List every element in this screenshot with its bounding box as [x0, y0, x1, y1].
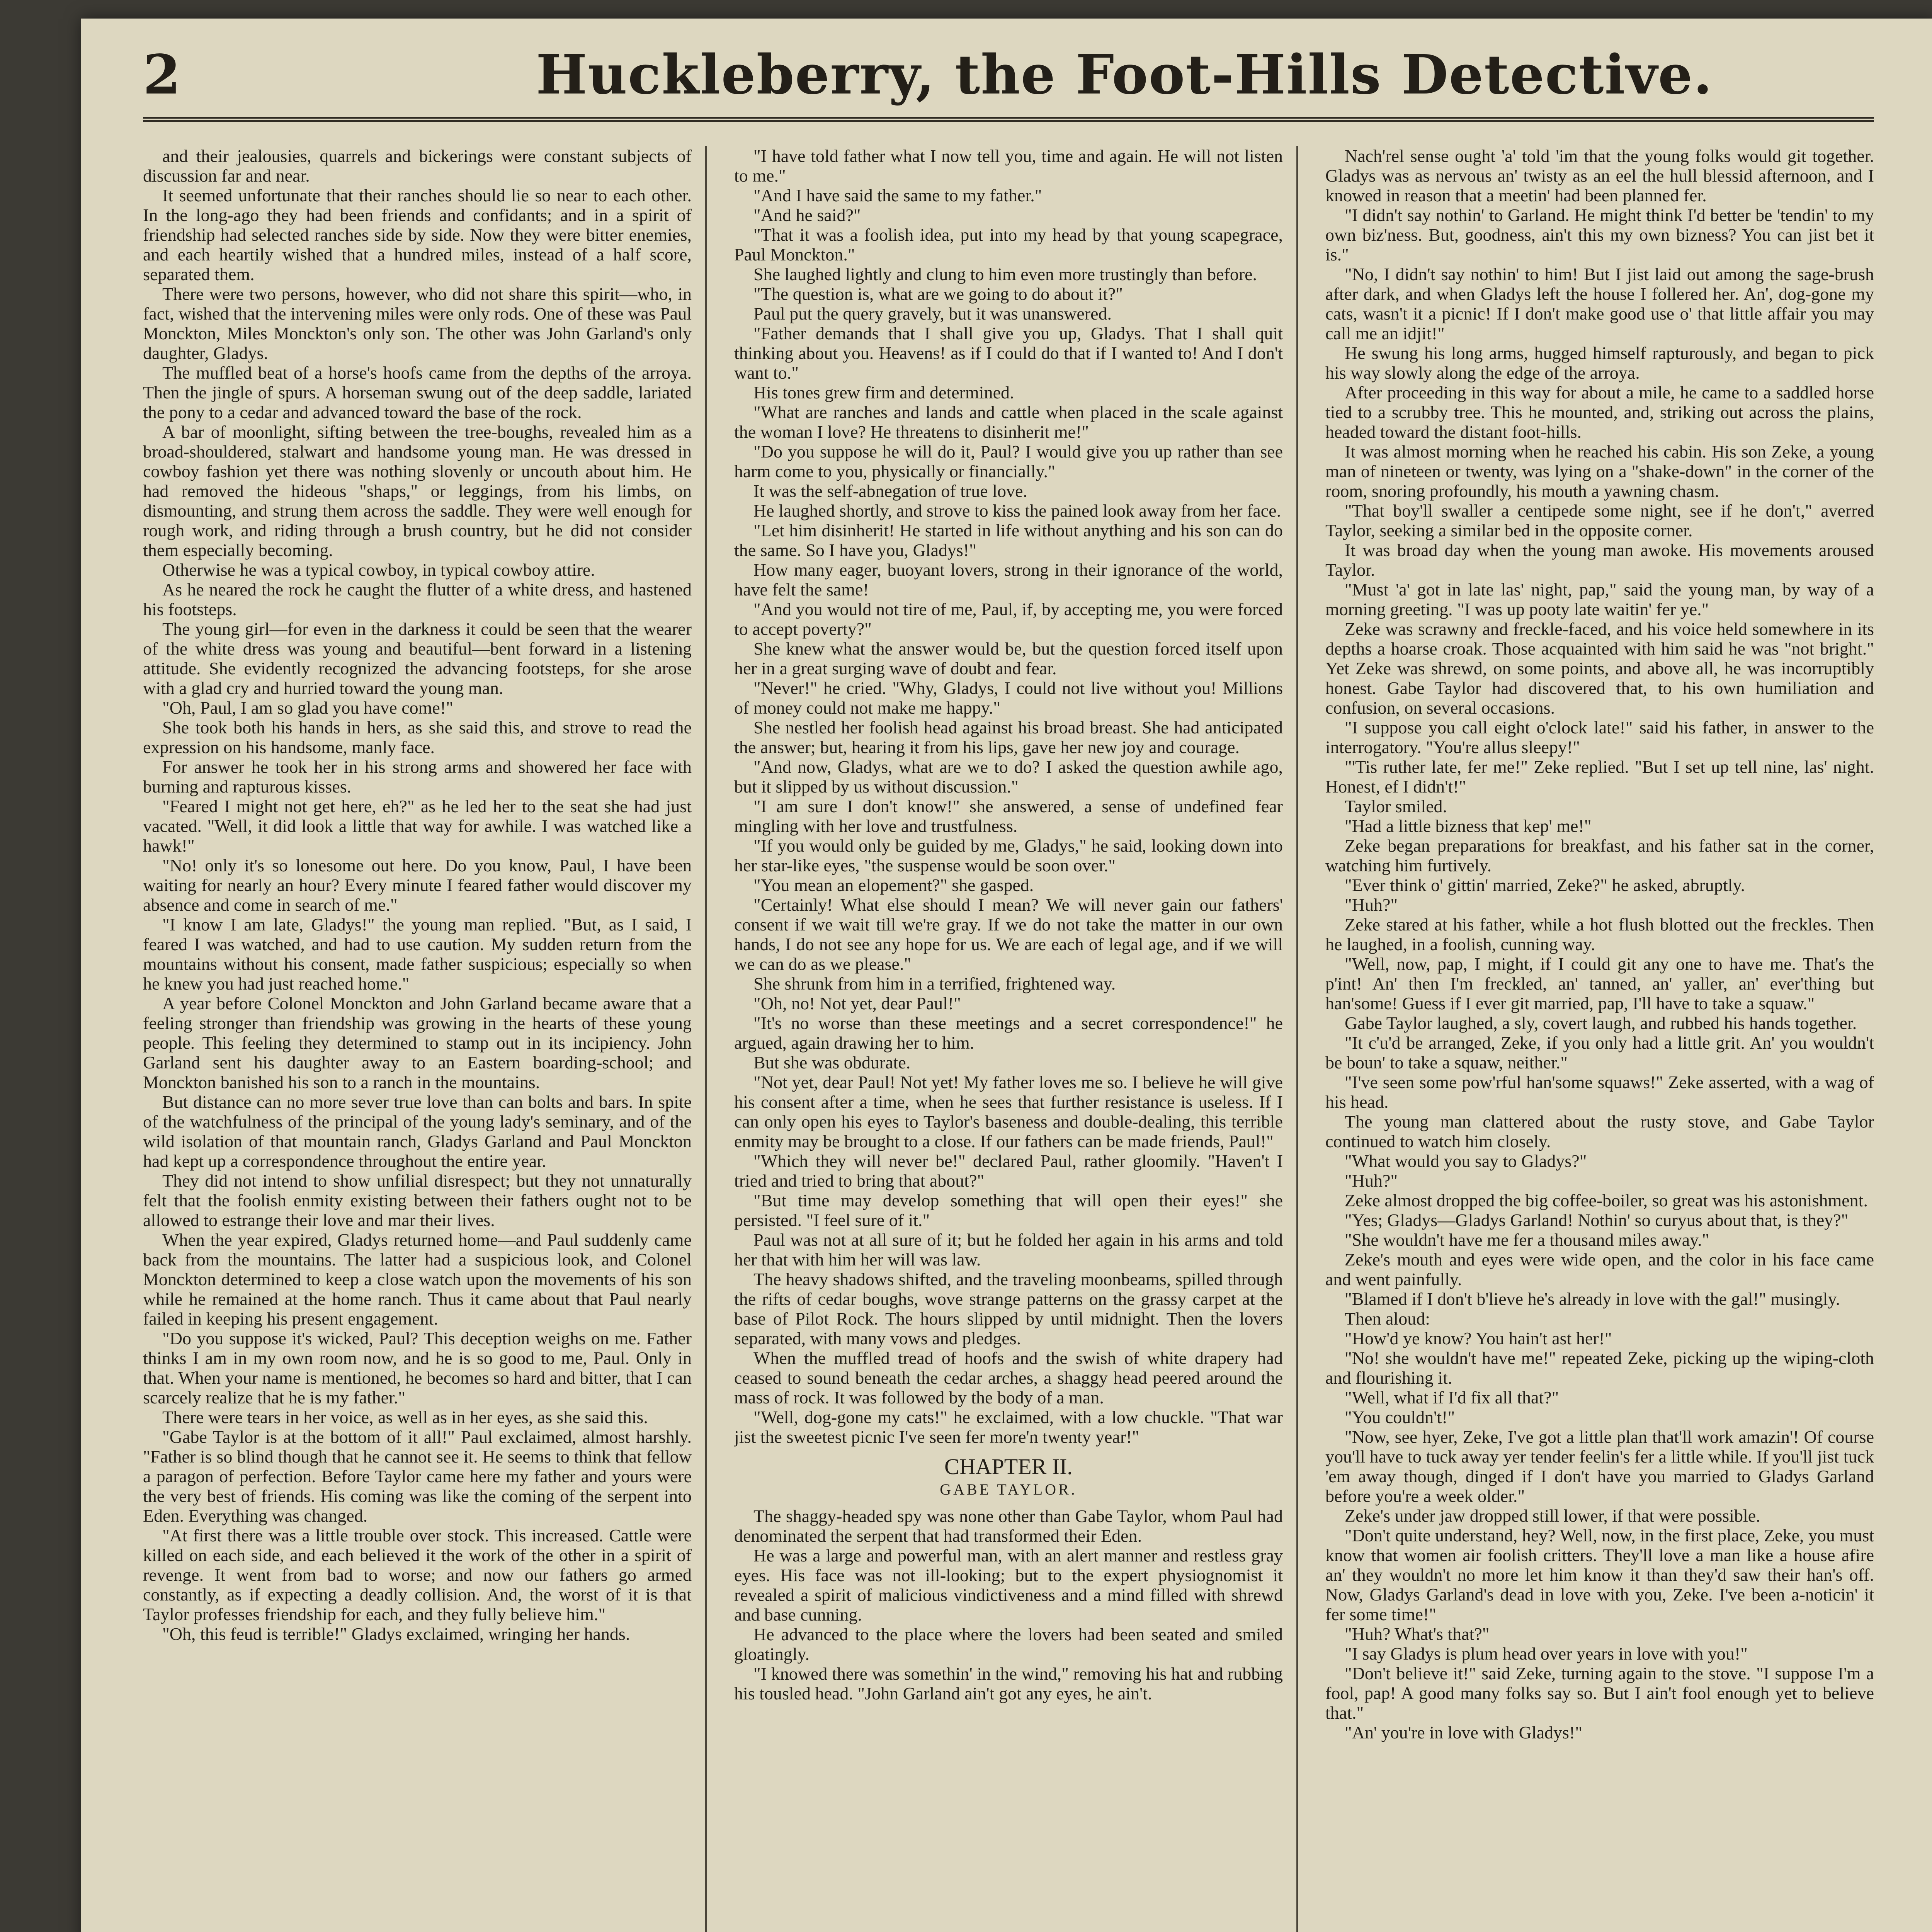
chapter-subtitle: GABE TAYLOR.: [940, 1481, 1077, 1498]
newspaper-page: [81, 19, 1932, 1932]
paragraph: How many eager, buoyant lovers, strong in their ignorance of the world, have felt the same!: [734, 560, 1283, 599]
paragraph: "Oh, this feud is terrible!" Gladys exclaimed, wringing her hands.: [162, 1624, 630, 1644]
paragraph: "That boy'll swaller a centipede some night, see if he don't," averred Taylor, seeking a similar bed in the opposite corner.: [1325, 501, 1874, 540]
paragraph: The young girl—for even in the darkness it could be seen that the wearer of the white dress was young and beautiful—bent forward in a listening attitude. She evidently recognized the advancing footsteps, for she arose with a glad cry and hurried toward the young man.: [143, 619, 692, 698]
paragraph: "Don't believe it!" said Zeke, turning again to the stove. "I suppose I'm a fool, pap! A good many folks say so. But I ain't fool enough yet to believe that.": [1325, 1663, 1874, 1723]
paragraph: "I knowed there was somethin' in the wind," removing his hat and rubbing his tousled head. "John Garland ain't got any eyes, he ain't.: [734, 1664, 1283, 1703]
paragraph: "Never!" he cried. "Why, Gladys, I could not live without you! Millions of money could not make me happy.": [734, 678, 1283, 718]
paragraph: "Which they will never be!" declared Paul, rather gloomily. "Haven't I tried and tried to bring that about?": [734, 1151, 1283, 1190]
paragraph: When the muffled tread of hoofs and the swish of white drapery had ceased to sound beneath the cedar arches, a shaggy head peered around the mass of rock. It was followed by the body of a man.: [734, 1348, 1283, 1407]
paragraph: "You mean an elopement?" she gasped.: [753, 875, 1034, 895]
paragraph: "Yes; Gladys—Gladys Garland! Nothin' so curyus about that, is they?": [1345, 1210, 1849, 1230]
paragraph: Taylor smiled.: [1345, 796, 1447, 816]
paragraph: When the year expired, Gladys returned home—and Paul suddenly came back from the mountains. The latter had a suspicious look, and Colonel Monckton determined to keep a close watch upon the movements of his son while he remained at the home ranch. Thus it came about that Paul nearly failed in keeping his present engagement.: [143, 1230, 692, 1328]
paragraph: "What are ranches and lands and cattle when placed in the scale against the woman I love? He threatens to disinherit me!": [734, 402, 1283, 442]
paragraph: "I am sure I don't know!" she answered, a sense of undefined fear mingling with her love and trustfulness.: [734, 796, 1283, 836]
paragraph: "Ever think o' gittin' married, Zeke?" he asked, abruptly.: [1345, 875, 1745, 895]
paragraph: "I say Gladys is plum head over years in love with you!": [1345, 1644, 1748, 1663]
paragraph: "The question is, what are we going to do about it?": [753, 284, 1123, 304]
page-header: [143, 43, 1874, 122]
paragraph: She shrunk from him in a terrified, frightened way.: [753, 974, 1116, 993]
paragraph: and their jealousies, quarrels and bickerings were constant subjects of discussion far and near.: [143, 146, 692, 185]
paragraph: "But time may develop something that will open their eyes!" she persisted. "I feel sure of it.": [734, 1190, 1283, 1230]
paragraph: For answer he took her in his strong arms and showered her face with burning and rapturous kisses.: [143, 757, 692, 796]
paragraph: Zeke's under jaw dropped still lower, if that were possible.: [1345, 1506, 1760, 1526]
paragraph: The heavy shadows shifted, and the traveling moonbeams, spilled through the rifts of cedar boughs, wove strange patterns on the grassy carpet at the base of Pilot Rock. The hours slipped by until midnight. Then the lovers separated, with many vows and pledges.: [734, 1269, 1283, 1348]
paragraph: Zeke almost dropped the big coffee-boiler, so great was his astonishment.: [1345, 1190, 1868, 1210]
paragraph: She knew what the answer would be, but the question forced itself upon her in a great surging wave of doubt and fear.: [734, 639, 1283, 678]
page-title: Huckleberry, the Foot-Hills Detective.: [536, 43, 1713, 107]
paragraph: Paul was not at all sure of it; but he folded her again in his arms and told her that with him her will was law.: [734, 1230, 1283, 1269]
paragraph: They did not intend to show unfilial disrespect; but they not unnaturally felt that the foolish enmity existing between their fathers ought not to be allowed to estrange their love and mar their lives.: [143, 1171, 692, 1230]
paragraph: "Father demands that I shall give you up, Gladys. That I shall quit thinking about you. Heavens! as if I could do that if I wanted to! And I don't want to.": [734, 323, 1283, 383]
paragraph: "What would you say to Gladys?": [1345, 1151, 1587, 1171]
paragraph: "How'd ye know? You hain't ast her!": [1345, 1328, 1612, 1348]
paragraph: "That it was a foolish idea, put into my head by that young scapegrace, Paul Monckton.": [734, 225, 1283, 264]
paragraph: Zeke stared at his father, while a hot flush blotted out the freckles. Then he laughed, in a foolish, cunning way.: [1325, 915, 1874, 954]
paragraph: Zeke began preparations for breakfast, and his father sat in the corner, watching him furtively.: [1325, 836, 1874, 875]
paragraph: "And he said?": [753, 205, 861, 225]
paragraph: He was a large and powerful man, with an alert manner and restless gray eyes. His face was not ill-looking; but to the expert physiognomist it revealed a spirit of malicious vindictiveness and a mind filled with shrewd and base cunning.: [734, 1546, 1283, 1624]
paragraph: "I know I am late, Gladys!" the young man replied. "But, as I said, I feared I was watched, and had to use caution. My sudden return from the mountains without his consent, made father suspicious; especially so when he knew you had just reached home.": [143, 915, 692, 993]
paragraph: "Feared I might not get here, eh?" as he led her to the seat she had just vacated. "Well, it did look a little that way for awhile. I was watched like a hawk!": [143, 796, 692, 855]
paragraph: Paul put the query gravely, but it was unanswered.: [753, 304, 1112, 323]
paragraph: "Huh? What's that?": [1345, 1624, 1490, 1644]
paragraph: But she was obdurate.: [753, 1053, 911, 1072]
page-number: 2: [143, 43, 181, 107]
paragraph: She took both his hands in hers, as she said this, and strove to read the expression on his handsome, manly face.: [143, 718, 692, 757]
paragraph: Otherwise he was a typical cowboy, in typical cowboy attire.: [162, 560, 595, 580]
paragraph: A bar of moonlight, sifting between the tree-boughs, revealed him as a broad-shouldered, stalwart and handsome young man. He was dressed in cowboy fashion yet there was nothing slovenly or uncouth about him. He had removed the hideous "shaps," or leggings, from his limbs, on dismounting, and strung them across the saddle. They were well enough for rough work, and riding through a brush country, but he did not consider them especially becoming.: [143, 422, 692, 560]
paragraph: He advanced to the place where the lovers had been seated and smiled gloatingly.: [734, 1624, 1283, 1664]
paragraph: "I suppose you call eight o'clock late!" said his father, in answer to the interrogatory. "You're allus sleepy!": [1325, 718, 1874, 757]
column-rule: [1296, 146, 1298, 1932]
paragraph: "Well, now, pap, I might, if I could git any one to have me. That's the p'int! An' then I'm freckled, an' tanned, an' yaller, an' ever'thing but han'some! Guess if I ever git married, pap, I'll have to take a squaw.": [1325, 954, 1874, 1013]
paragraph: "No! she wouldn't have me!" repeated Zeke, picking up the wiping-cloth and flourishing it.: [1325, 1348, 1874, 1388]
paragraph: "Don't quite understand, hey? Well, now, in the first place, Zeke, you must know that women air foolish critters. They'll love a man like a house afire an' they wouldn't no more let him know it than they'd saw their han's off. Now, Gladys Garland's dead in love with you, Zeke. I've been a-noticin' it fer some time!": [1325, 1526, 1874, 1624]
paragraph: After proceeding in this way for about a mile, he came to a saddled horse tied to a scrubby tree. This he mounted, and, striking out across the plains, headed toward the distant foot-hills.: [1325, 383, 1874, 442]
paragraph: "I've seen some pow'rful han'some squaws!" Zeke asserted, with a wag of his head.: [1325, 1072, 1874, 1112]
paragraph: "And you would not tire of me, Paul, if, by accepting me, you were forced to accept poverty?": [734, 599, 1283, 639]
paragraph: She laughed lightly and clung to him even more trustingly than before.: [753, 264, 1257, 284]
paragraph: "You couldn't!": [1345, 1407, 1455, 1427]
paragraph: The muffled beat of a horse's hoofs came from the depths of the arroya. Then the jingle of spurs. A horseman swung out of the deep saddle, lariated the pony to a cedar and advanced toward the base of the rock.: [143, 363, 692, 422]
text-column-3: [1325, 146, 1874, 1932]
paragraph: "It c'u'd be arranged, Zeke, if you only had a little grit. An' you wouldn't be boun' to take a squaw, neither.": [1325, 1033, 1874, 1072]
paragraph: "Oh, Paul, I am so glad you have come!": [162, 698, 453, 718]
paragraph: "Do you suppose it's wicked, Paul? This deception weighs on me. Father thinks I am in my own room now, and he is so good to me, Paul. Only in that. When your name is mentioned, he becomes so hard and bitter, that I can scarcely realize that he is my father.": [143, 1328, 692, 1407]
paragraph: "Huh?": [1345, 1171, 1398, 1190]
paragraph: "An' you're in love with Gladys!": [1345, 1723, 1582, 1742]
paragraph: He swung his long arms, hugged himself rapturously, and began to pick his way slowly along the edge of the arroya.: [1325, 343, 1874, 383]
column-rule: [705, 146, 707, 1932]
paragraph: It was broad day when the young man awoke. His movements aroused Taylor.: [1325, 540, 1874, 580]
paragraph: "Certainly! What else should I mean? We will never gain our fathers' consent if we wait till we're gray. If we do not take the matter in our own hands, I do not see any hope for us. We are each of legal age, and if we will we can do as we please.": [734, 895, 1283, 974]
paragraph: "No! only it's so lonesome out here. Do you know, Paul, I have been waiting for nearly an hour? Every minute I feared father would discover my absence and come in search of me.": [143, 855, 692, 915]
paragraph: "It's no worse than these meetings and a secret correspondence!" he argued, again drawing her to him.: [734, 1013, 1283, 1053]
paragraph: He laughed shortly, and strove to kiss the pained look away from her face.: [753, 501, 1281, 520]
paragraph: "Not yet, dear Paul! Not yet! My father loves me so. I believe he will give his consent after a time, when he sees that further resistance is useless. If I can only open his eyes to Taylor's baseness and double-dealing, this terrible enmity may be brought to a close. If our fathers can be made friends, Paul!": [734, 1072, 1283, 1151]
paragraph: Then aloud:: [1345, 1309, 1430, 1328]
paragraph: It was almost morning when he reached his cabin. His son Zeke, a young man of nineteen or twenty, was lying on a "shake-down" in the corner of the room, snoring profoundly, his mouth a yawning chasm.: [1325, 442, 1874, 501]
paragraph: It seemed unfortunate that their ranches should lie so near to each other. In the long-ago they had been friends and confidants; and in a spirit of friendship had selected ranches side by side. Now they were bitter enemies, and each heartily wished that a hundred miles, instead of a half score, separated them.: [143, 185, 692, 284]
text-column-2: [734, 146, 1283, 1932]
paragraph: "Blamed if I don't b'lieve he's already in love with the gal!" musingly.: [1345, 1289, 1840, 1309]
paragraph: "I have told father what I now tell you, time and again. He will not listen to me.": [734, 146, 1283, 185]
paragraph: His tones grew firm and determined.: [753, 383, 1014, 402]
paragraph: There were tears in her voice, as well as in her eyes, as she said this.: [162, 1407, 648, 1427]
text-column-1: [143, 146, 692, 1932]
paragraph: "'Tis ruther late, fer me!" Zeke replied. "But I set up tell nine, las' night. Honest, ef I didn't!": [1325, 757, 1874, 796]
paragraph: There were two persons, however, who did not share this spirit—who, in fact, wished that the intervening miles were only rods. One of these was Paul Monckton, Miles Monckton's only son. The other was John Garland's only daughter, Gladys.: [143, 284, 692, 363]
paragraph: "She wouldn't have me fer a thousand miles away.": [1345, 1230, 1709, 1250]
paragraph: "Well, dog-gone my cats!" he exclaimed, with a low chuckle. "That war jist the sweetest picnic I've seen fer more'n twenty year!": [734, 1407, 1283, 1447]
paragraph: Nach'rel sense ought 'a' told 'im that the young folks would git together. Gladys was as nervous an' twisty as an eel the hull blessid afternoon, and I knowed in reason that a meetin' had been planned fer.: [1325, 146, 1874, 205]
paragraph: Zeke's mouth and eyes were wide open, and the color in his face came and went painfully.: [1325, 1250, 1874, 1289]
paragraph: Zeke was scrawny and freckle-faced, and his voice held somewhere in its depths a hoarse croak. Those acquainted with him said he was "not bright." Yet Zeke was shrewd, on some points, and above all, he was incorruptibly honest. Gabe Taylor had discovered that, to his own humiliation and confusion, on several occasions.: [1325, 619, 1874, 718]
paragraph: "Gabe Taylor is at the bottom of it all!" Paul exclaimed, almost harshly. "Father is so blind though that he cannot see it. He seems to think that fellow a paragon of perfection. Before Taylor came here my father and yours were the very best of friends. His coming was like the coming of the serpent into Eden. Everything was changed.: [143, 1427, 692, 1526]
paragraph: "No, I didn't say nothin' to him! But I jist laid out among the sage-brush after dark, and when Gladys left the house I follered her. An', dog-gone my cats, wasn't it a picnic! If I don't make good use o' that little affair you may call me an idjit!": [1325, 264, 1874, 343]
paragraph: "Well, what if I'd fix all that?": [1345, 1388, 1559, 1407]
paragraph: "I didn't say nothin' to Garland. He might think I'd better be 'tendin' to my own biz'ness. But, goodness, ain't this my own bizness? You can jist bet it is.": [1325, 205, 1874, 264]
paragraph: The shaggy-headed spy was none other than Gabe Taylor, whom Paul had denominated the serpent that had transformed their Eden.: [734, 1506, 1283, 1546]
paragraph: A year before Colonel Monckton and John Garland became aware that a feeling stronger than friendship was growing in the hearts of these young people. This feeling they determined to stamp out in its incipiency. John Garland sent his daughter away to an Eastern boarding-school; and Monckton banished his son to a ranch in the mountains.: [143, 993, 692, 1092]
paragraph: "Do you suppose he will do it, Paul? I would give you up rather than see harm come to you, physically or financially.": [734, 442, 1283, 481]
paragraph: The young man clattered about the rusty stove, and Gabe Taylor continued to watch him closely.: [1325, 1112, 1874, 1151]
paragraph: "Had a little bizness that kep' me!": [1345, 816, 1592, 836]
paragraph: "If you would only be guided by me, Gladys," he said, looking down into her star-like eyes, "the suspense would be soon over.": [734, 836, 1283, 875]
chapter-heading: CHAPTER II.: [944, 1454, 1073, 1479]
paragraph: Gabe Taylor laughed, a sly, covert laugh, and rubbed his hands together.: [1345, 1013, 1857, 1033]
paragraph: "At first there was a little trouble over stock. This increased. Cattle were killed on each side, and each believed it the work of the other in a spirit of revenge. It went from bad to worse; and now our fathers go armed constantly, as if expecting a deadly collision. And, the worst of it is that Taylor professes friendship for each, and they fully believe him.": [143, 1526, 692, 1624]
paragraph: It was the self-abnegation of true love.: [753, 481, 1027, 501]
paragraph: "Oh, no! Not yet, dear Paul!": [753, 993, 961, 1013]
paragraph: "Huh?": [1345, 895, 1398, 915]
paragraph: "Must 'a' got in late las' night, pap," said the young man, by way of a morning greeting. "I was up pooty late waitin' fer ye.": [1325, 580, 1874, 619]
paragraph: "Let him disinherit! He started in life without anything and his son can do the same. So I have you, Gladys!": [734, 520, 1283, 560]
paragraph: She nestled her foolish head against his broad breast. She had anticipated the answer; but, hearing it from his lips, gave her new joy and courage.: [734, 718, 1283, 757]
paragraph: But distance can no more sever true love than can bolts and bars. In spite of the watchfulness of the principal of the young lady's seminary, and of the wild isolation of that mountain ranch, Gladys Garland and Paul Monckton had kept up a correspondence throughout the entire year.: [143, 1092, 692, 1171]
paragraph: "And now, Gladys, what are we to do? I asked the question awhile ago, but it slipped by us without discussion.": [734, 757, 1283, 796]
paragraph: "Now, see hyer, Zeke, I've got a little plan that'll work amazin'! Of course you'll have to tuck away yer tender feelin's fer a little while. If you'll jist tuck 'em away though, dinged if I don't have you married to Gladys Garland before you're a week older.": [1325, 1427, 1874, 1506]
paragraph: As he neared the rock he caught the flutter of a white dress, and hastened his footsteps.: [143, 580, 692, 619]
paragraph: "And I have said the same to my father.": [753, 185, 1042, 205]
